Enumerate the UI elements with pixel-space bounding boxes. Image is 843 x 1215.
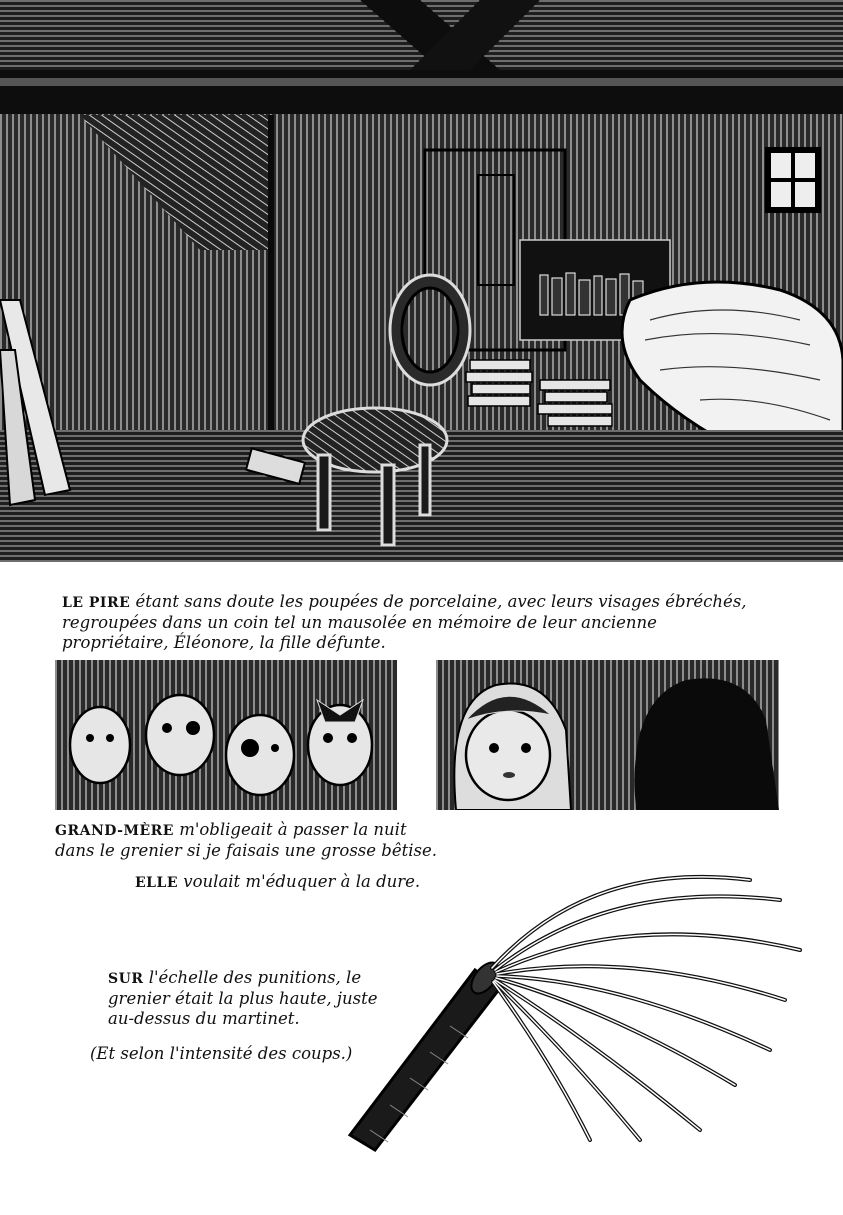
caption-dolls (62, 592, 762, 653)
caption-education-lead: ELLE (135, 875, 179, 891)
caption-grandmother-text: m'obligeait à passer la nuit dans le grenier si je faisais une grosse bêtise. (55, 820, 437, 860)
doll-closeup-illustration (436, 660, 779, 810)
caption-blows-text: (Et selon l'intensité des coups.) (90, 1044, 353, 1063)
dolls-panel (55, 660, 397, 810)
caption-dolls-text: étant sans doute les poupées de porcelaine, avec leurs visages ébréchés, regroupées dans un coin tel un mausolée en mémoire de leur ancienne propriétaire, Éléonore, la fille défunte. (62, 592, 747, 652)
dolls-illustration (55, 660, 397, 810)
caption-punishment-text: l'échelle des punitions, le grenier était la plus haute, juste au-dessus du martinet. (108, 968, 378, 1028)
caption-punishment-lead: SUR (108, 971, 144, 987)
martinet-whip-illustration (330, 840, 810, 1160)
attic-illustration (0, 0, 843, 562)
attic-panel (0, 0, 843, 562)
caption-grandmother-lead: GRAND-MÈRE (55, 823, 174, 839)
doll-closeup-panel (436, 660, 779, 810)
caption-dolls-lead: LE PIRE (62, 595, 131, 611)
caption-education-text: voulait m'éduquer à la dure. (183, 872, 421, 891)
